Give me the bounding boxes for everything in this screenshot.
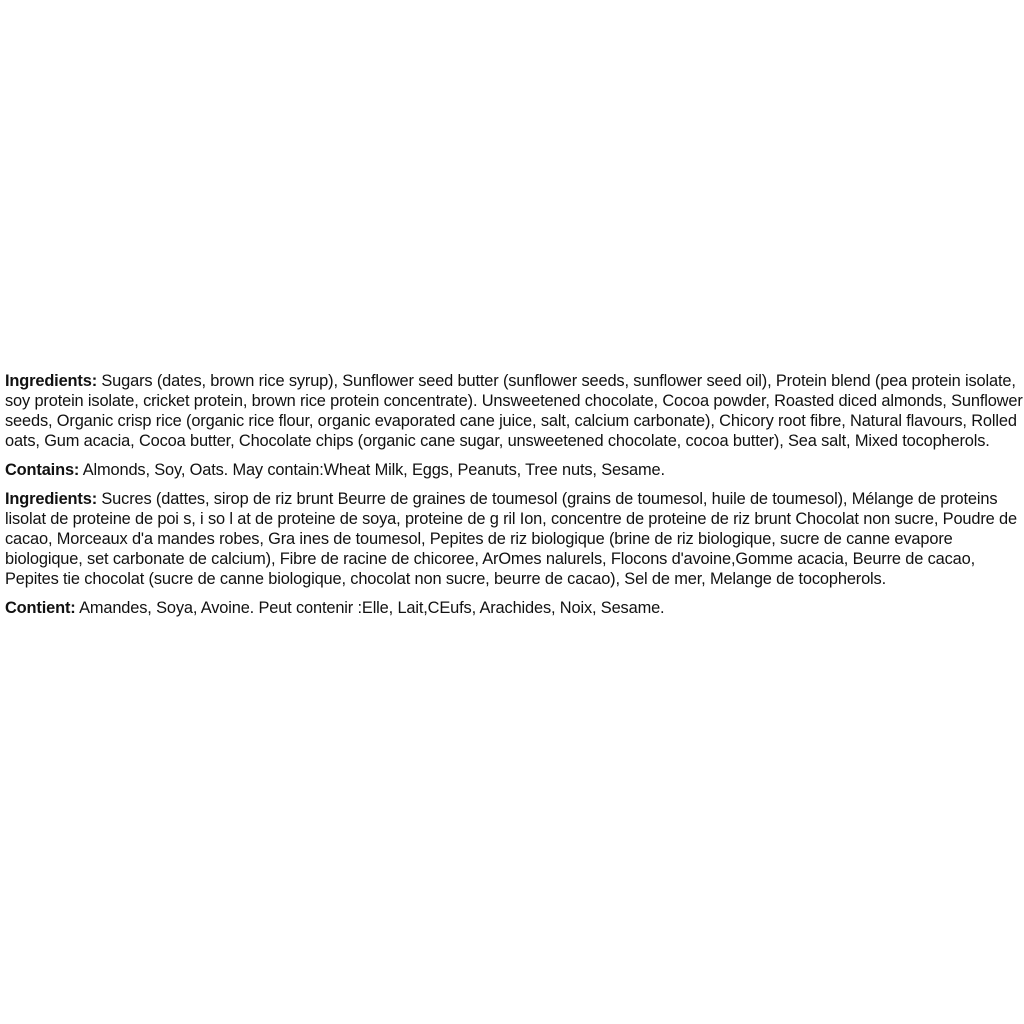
french-ingredients-heading: Ingredients: xyxy=(5,490,97,508)
french-contains-paragraph xyxy=(5,598,1023,618)
french-contains-heading: Contient: xyxy=(5,599,76,617)
french-ingredients-paragraph xyxy=(5,489,1023,589)
french-allergens-list: Amandes, Soya, Avoine. Peut contenir :Elle, Lait,CEufs, Arachides, Noix, Sesame. xyxy=(75,599,665,617)
ingredient-label-text xyxy=(5,371,1023,627)
english-ingredients-paragraph xyxy=(5,371,1023,451)
english-ingredients-list: Sugars (dates, brown rice syrup), Sunflower seed butter (sunflower seeds, sunflower seed oil), Protein blend (pea protein isolate, soy protein isolate, cricket protein, brown rice protein concentrate). Unsweetened chocolate, Cocoa powder, Roasted diced almonds, Sunflower seeds, Organic crisp rice (organic rice flour, organic evaporated cane juice, salt, calcium carbonate), Chicory root fibre, Natural flavours, Rolled oats, Gum acacia, Cocoa butter, Chocolate chips (organic cane sugar, unsweetened chocolate, cocoa butter), Sea salt, Mixed tocopherols. xyxy=(5,372,1023,450)
french-ingredients-list: Sucres (dattes, sirop de riz brunt Beurre de graines de toumesol (grains de toumesol, huile de toumesol), Mélange de proteins lisolat de proteine de poi s, i so l at de proteine de soya, proteine de g ril Ion, concentre de proteine de riz brunt Chocolat non sucre, Poudre de cacao, Morceaux d'a mandes robes, Gra ines de toumesol, Pepites de riz biologique (brine de riz biologique, sucre de canne evapore biologique, set carbonate de calcium), Fibre de racine de chicoree, ArOmes nalurels, Flocons d'avoine,Gomme acacia, Beurre de cacao, Pepites tie chocolat (sucre de canne biologique, chocolat non sucre, beurre de cacao), Sel de mer, Melange de tocopherols. xyxy=(5,490,1017,588)
english-contains-paragraph xyxy=(5,460,1023,480)
english-ingredients-heading: Ingredients: xyxy=(5,372,97,390)
english-contains-heading: Contains: xyxy=(5,461,80,479)
english-allergens-list: Almonds, Soy, Oats. May contain:Wheat Milk, Eggs, Peanuts, Tree nuts, Sesame. xyxy=(79,461,665,479)
